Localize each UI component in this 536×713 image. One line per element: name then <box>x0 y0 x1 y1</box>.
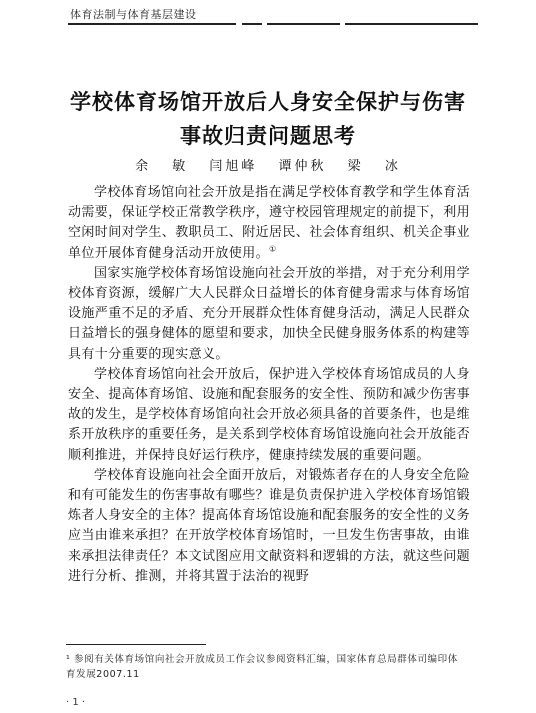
header-rule-gap <box>340 23 345 25</box>
page-number: · 1 · <box>66 697 86 708</box>
body-paragraph <box>68 183 470 264</box>
body-paragraph: 国家实施学校体育场馆设施向社会开放的举措，对于充分利用学校体育资源，缓解广大人民群众日益增长的体育健身需求与体育场馆设施严重不足的矛盾、充分开展群众性体育健身活动，满足人民群众日益增长的强身健体的愿望和要求，加快全民健身服务体系的构建等具有十分重要的现实意义。 <box>68 265 471 362</box>
header-rule-gap <box>236 23 242 25</box>
body-paragraph: 学校体育设施向社会全面开放后，对锻炼者存在的人身安全危险和有可能发生的伤害事故有哪些？谁是负责保护进入学校体育场馆锻炼者人身安全的主体？提高体育场馆设施和配套服务的安全性的义务应当由谁来承担？在开放学校体育场馆时，一旦发生伤害事故，由谁来承担法律责任？本文试图应用文献资料和逻辑的方法，就这些问题进行分析、推测，并将其置于法治的视野 <box>68 467 471 584</box>
article-body <box>68 183 470 587</box>
article-authors: 余 敏 闫旭峰 谭仲秋 梁 冰 <box>135 159 401 174</box>
running-header: 体育法制与体育基层建设 <box>70 8 197 21</box>
header-rule-gap <box>262 23 267 25</box>
footnote-reference: ① <box>269 244 277 254</box>
paragraph-text: 学校体育场馆向社会开放是指在满足学校体育教学和学生体育活动需要，保证学校正常教学秩序，遵守校园管理规定的前提下，利用空闲时间对学生、教职员工、附近居民、社会体育组织、机关企事业单位开展体育健身活动开放使用。 <box>68 185 471 261</box>
body-paragraph: 学校体育场馆向社会开放后，保护进入学校体育场馆成员的人身安全、提高体育场馆、设施和配套服务的安全性、预防和减少伤害事故的发生，是学校体育场馆向社会开放必须具备的首要条件，也是维系开放秩序的重要任务，是关系到学校体育场馆设施向社会开放能否顺利推进，并保持良好运行秩序，健康持续发展的重要问题。 <box>68 366 471 463</box>
article-title-line2: 事故归责问题思考 <box>180 123 356 148</box>
footnote-rule <box>66 644 206 645</box>
footnote: ¹ 参阅有关体育场馆向社会开放成员工作会议参阅资料汇编，国家体育总局群体司编印体育发展2007.11 <box>66 654 458 680</box>
article-title-line1: 学校体育场馆开放后人身安全保护与伤害 <box>70 89 466 114</box>
header-rule <box>68 23 478 25</box>
